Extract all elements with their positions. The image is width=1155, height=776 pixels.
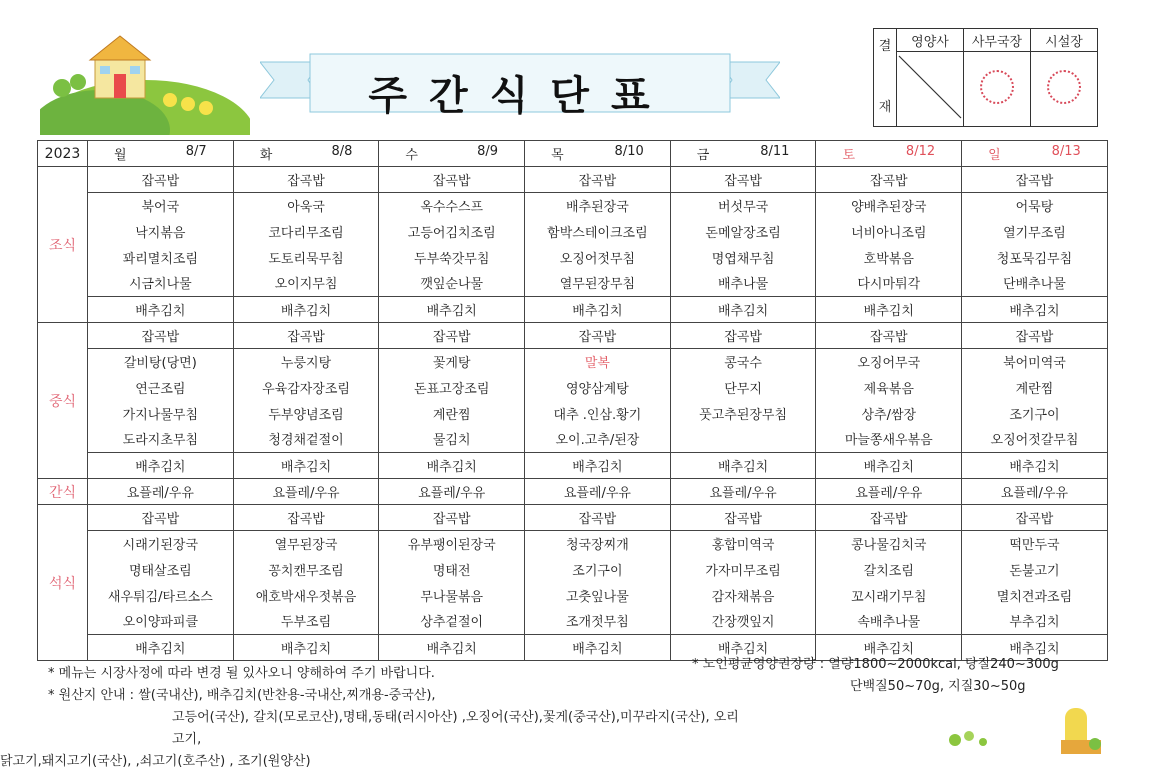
menu-cell: 열기무조림 xyxy=(962,219,1108,245)
menu-cell: 잡곡밥 xyxy=(379,167,525,193)
menu-cell: 옥수수스프 xyxy=(379,193,525,219)
menu-cell: 북어미역국 xyxy=(962,349,1108,375)
menu-cell: 배추김치 xyxy=(816,453,962,479)
menu-cell: 너비아니조림 xyxy=(816,219,962,245)
menu-cell: 명태살조림 xyxy=(88,557,234,583)
menu-cell: 명태전 xyxy=(379,557,525,583)
menu-cell: 애호박새우젓볶음 xyxy=(233,583,379,609)
menu-cell: 배추김치 xyxy=(525,297,671,323)
title-banner xyxy=(260,50,780,120)
menu-cell: 잡곡밥 xyxy=(670,323,816,349)
menu-cell: 배추김치 xyxy=(88,453,234,479)
approval-sign-nutritionist xyxy=(897,52,964,127)
menu-cell: 배추김치 xyxy=(525,635,671,661)
menu-cell: 계란찜 xyxy=(962,375,1108,401)
menu-cell: 도라지초무침 xyxy=(88,427,234,453)
menu-cell: 배추김치 xyxy=(962,635,1108,661)
menu-cell: 잡곡밥 xyxy=(88,505,234,531)
menu-cell: 물김치 xyxy=(379,427,525,453)
nutrition-line: * 노인평균영양권장량 : 열량1800~2000kcal, 당질240~300g xyxy=(692,657,1059,672)
menu-cell: 잡곡밥 xyxy=(233,167,379,193)
lunch-row xyxy=(38,401,1108,427)
menu-cell: 가지나물무침 xyxy=(88,401,234,427)
diagonal-line xyxy=(897,52,963,122)
menu-cell: 고춧잎나물 xyxy=(525,583,671,609)
menu-cell: 조개젓무침 xyxy=(525,609,671,635)
menu-cell: 명엽채무침 xyxy=(670,245,816,271)
approval-box xyxy=(873,28,1098,127)
menu-cell: 시래기된장국 xyxy=(88,531,234,557)
menu-cell: 요플레/우유 xyxy=(816,479,962,505)
menu-cell: 오징어젓갈무침 xyxy=(962,427,1108,453)
menu-cell: 계란찜 xyxy=(379,401,525,427)
day-header-wed: 수 8/9 xyxy=(379,141,525,167)
seal-stamp-icon xyxy=(1047,70,1081,104)
menu-cell: 배추나물 xyxy=(670,271,816,297)
menu-cell: 북어국 xyxy=(88,193,234,219)
snack-row xyxy=(38,479,1108,505)
menu-cell: 홍합미역국 xyxy=(670,531,816,557)
breakfast-label: 조식 xyxy=(38,167,88,323)
day-header-row xyxy=(38,141,1108,167)
menu-cell: 배추김치 xyxy=(233,297,379,323)
menu-cell: 청포묵김무침 xyxy=(962,245,1108,271)
breakfast-row xyxy=(38,245,1108,271)
menu-cell: 배추김치 xyxy=(233,453,379,479)
menu-cell: 배추김치 xyxy=(962,297,1108,323)
nutrition-guideline xyxy=(692,654,1059,698)
menu-cell: 우육감자장조림 xyxy=(233,375,379,401)
nutrition-line: 단백질50~70g, 지질30~50g xyxy=(850,679,1026,694)
menu-cell: 청국장찌개 xyxy=(525,531,671,557)
menu-cell: 꽃게탕 xyxy=(379,349,525,375)
menu-cell: 다시마튀각 xyxy=(816,271,962,297)
menu-cell: 배추김치 xyxy=(379,453,525,479)
note-line: * 메뉴는 시장사정에 따라 변경 될 있사오니 양해하여 주기 바랍니다. xyxy=(48,666,435,681)
menu-cell: 단배추나물 xyxy=(962,271,1108,297)
menu-cell: 잡곡밥 xyxy=(88,167,234,193)
lunch-row xyxy=(38,453,1108,479)
menu-notes xyxy=(0,663,748,773)
menu-cell: 배추김치 xyxy=(525,453,671,479)
menu-cell: 풋고추된장무침 xyxy=(670,401,816,427)
menu-cell: 아욱국 xyxy=(233,193,379,219)
menu-cell: 오이지무침 xyxy=(233,271,379,297)
menu-cell: 잡곡밥 xyxy=(962,167,1108,193)
menu-cell: 누룽지탕 xyxy=(233,349,379,375)
lunch-row xyxy=(38,375,1108,401)
dinner-row xyxy=(38,583,1108,609)
approval-sign-manager xyxy=(964,52,1031,127)
menu-cell: 배추김치 xyxy=(670,635,816,661)
menu-cell: 도토리묵무침 xyxy=(233,245,379,271)
menu-cell: 호박볶음 xyxy=(816,245,962,271)
breakfast-row xyxy=(38,297,1108,323)
note-line: 고등어(국산), 갈치(모로코산),명태,동태(러시아산) ,오징어(국산),꽃게(중국산),미꾸라지(국산), 오리고기, xyxy=(172,710,739,747)
menu-cell: 콩국수 xyxy=(670,349,816,375)
approval-header-director: 시설장 xyxy=(1031,29,1098,52)
menu-cell: 열무된장무침 xyxy=(525,271,671,297)
school-hill-illustration xyxy=(40,30,250,135)
menu-cell: 잡곡밥 xyxy=(525,323,671,349)
menu-cell: 요플레/우유 xyxy=(88,479,234,505)
menu-cell: 깻잎순나물 xyxy=(379,271,525,297)
menu-cell: 갈치조림 xyxy=(816,557,962,583)
menu-cell: 떡만두국 xyxy=(962,531,1108,557)
menu-cell: 꼬시래기무침 xyxy=(816,583,962,609)
menu-cell: 배추김치 xyxy=(88,297,234,323)
menu-cell: 배추김치 xyxy=(816,635,962,661)
dinner-row xyxy=(38,531,1108,557)
menu-cell: 꽁치캔무조림 xyxy=(233,557,379,583)
menu-cell: 양배추된장국 xyxy=(816,193,962,219)
menu-cell: 가자미무조림 xyxy=(670,557,816,583)
menu-cell xyxy=(670,427,816,453)
approval-header-manager: 사무국장 xyxy=(964,29,1031,52)
menu-cell: 제육볶음 xyxy=(816,375,962,401)
menu-cell: 배추김치 xyxy=(379,297,525,323)
weekly-menu-table xyxy=(37,140,1108,661)
menu-cell: 잡곡밥 xyxy=(525,167,671,193)
menu-cell: 시금치나물 xyxy=(88,271,234,297)
page-title: 주간식단표 xyxy=(368,73,672,119)
menu-cell: 오이.고추/된장 xyxy=(525,427,671,453)
breakfast-row xyxy=(38,193,1108,219)
menu-cell: 잡곡밥 xyxy=(816,505,962,531)
seal-stamp-icon xyxy=(980,70,1014,104)
menu-cell: 유부팽이된장국 xyxy=(379,531,525,557)
breakfast-row xyxy=(38,271,1108,297)
menu-cell: 요플레/우유 xyxy=(379,479,525,505)
day-header-tue: 화 8/8 xyxy=(233,141,379,167)
menu-cell: 연근조림 xyxy=(88,375,234,401)
menu-cell: 배추김치 xyxy=(962,453,1108,479)
year-cell: 2023 xyxy=(38,141,88,167)
menu-cell: 말복 xyxy=(525,349,671,375)
menu-cell: 잡곡밥 xyxy=(379,323,525,349)
menu-cell: 잡곡밥 xyxy=(816,323,962,349)
menu-cell: 조기구이 xyxy=(525,557,671,583)
menu-cell: 콩나물김치국 xyxy=(816,531,962,557)
day-header-sun: 일 8/13 xyxy=(962,141,1108,167)
menu-cell: 마늘쫑새우볶음 xyxy=(816,427,962,453)
menu-cell: 어묵탕 xyxy=(962,193,1108,219)
snack-label: 간식 xyxy=(38,479,88,505)
menu-cell: 꽈리멸치조림 xyxy=(88,245,234,271)
menu-cell: 배추김치 xyxy=(233,635,379,661)
menu-cell: 배추된장국 xyxy=(525,193,671,219)
day-header-sat: 토 8/12 xyxy=(816,141,962,167)
menu-cell: 배추김치 xyxy=(88,635,234,661)
menu-cell: 요플레/우유 xyxy=(233,479,379,505)
lunch-row xyxy=(38,349,1108,375)
menu-cell: 간장깻잎지 xyxy=(670,609,816,635)
bottom-decoration-illustration xyxy=(935,700,1115,760)
breakfast-row xyxy=(38,219,1108,245)
menu-cell: 고등어김치조림 xyxy=(379,219,525,245)
menu-cell: 요플레/우유 xyxy=(670,479,816,505)
menu-cell: 갈비탕(당면) xyxy=(88,349,234,375)
dinner-row xyxy=(38,505,1108,531)
approval-sign-director xyxy=(1031,52,1098,127)
note-line: 닭고기,돼지고기(국산), ,쇠고기(호주산) , 조기(원양산) xyxy=(0,754,311,769)
menu-cell: 버섯무국 xyxy=(670,193,816,219)
menu-cell: 무나물볶음 xyxy=(379,583,525,609)
dinner-label: 석식 xyxy=(38,505,88,661)
note-line: * 원산지 안내 : 쌀(국내산), 배추김치(반찬용-국내산,찌개용-중국산), xyxy=(48,688,436,703)
approval-side-label: 결 재 xyxy=(874,29,897,127)
menu-cell: 부추김치 xyxy=(962,609,1108,635)
menu-cell: 잡곡밥 xyxy=(962,505,1108,531)
menu-cell: 조기구이 xyxy=(962,401,1108,427)
menu-cell: 낙지볶음 xyxy=(88,219,234,245)
menu-cell: 오징어무국 xyxy=(816,349,962,375)
menu-cell: 요플레/우유 xyxy=(525,479,671,505)
menu-cell: 멸치견과조림 xyxy=(962,583,1108,609)
menu-cell: 열무된장국 xyxy=(233,531,379,557)
menu-cell: 잡곡밥 xyxy=(233,505,379,531)
menu-cell: 배추김치 xyxy=(670,453,816,479)
menu-cell: 속배추나물 xyxy=(816,609,962,635)
dinner-row xyxy=(38,609,1108,635)
breakfast-row xyxy=(38,167,1108,193)
menu-cell: 두부조림 xyxy=(233,609,379,635)
menu-cell: 돈불고기 xyxy=(962,557,1108,583)
menu-cell: 상추겉절이 xyxy=(379,609,525,635)
menu-cell: 오이양파피클 xyxy=(88,609,234,635)
menu-cell: 영양삼계탕 xyxy=(525,375,671,401)
lunch-row xyxy=(38,323,1108,349)
day-header-thu: 목 8/10 xyxy=(525,141,671,167)
menu-cell: 배추김치 xyxy=(816,297,962,323)
lunch-row xyxy=(38,427,1108,453)
menu-cell: 돈메알장조림 xyxy=(670,219,816,245)
approval-header-nutritionist: 영양사 xyxy=(897,29,964,52)
menu-cell: 잡곡밥 xyxy=(670,167,816,193)
menu-cell: 요플레/우유 xyxy=(962,479,1108,505)
menu-cell: 두부양념조림 xyxy=(233,401,379,427)
menu-cell: 잡곡밥 xyxy=(670,505,816,531)
menu-cell: 코다리무조림 xyxy=(233,219,379,245)
menu-cell: 잡곡밥 xyxy=(233,323,379,349)
menu-cell: 잡곡밥 xyxy=(816,167,962,193)
menu-cell: 두부쑥갓무침 xyxy=(379,245,525,271)
menu-cell: 단무지 xyxy=(670,375,816,401)
menu-cell: 잡곡밥 xyxy=(379,505,525,531)
menu-cell: 배추김치 xyxy=(379,635,525,661)
day-header-mon: 월 8/7 xyxy=(88,141,234,167)
menu-cell: 청경채겉절이 xyxy=(233,427,379,453)
menu-cell: 배추김치 xyxy=(670,297,816,323)
menu-cell: 잡곡밥 xyxy=(525,505,671,531)
menu-cell: 잡곡밥 xyxy=(88,323,234,349)
lunch-label: 중식 xyxy=(38,323,88,479)
menu-cell: 감자채볶음 xyxy=(670,583,816,609)
menu-cell: 돈표고장조림 xyxy=(379,375,525,401)
menu-cell: 새우튀김/타르소스 xyxy=(88,583,234,609)
menu-cell: 함박스테이크조림 xyxy=(525,219,671,245)
menu-cell: 잡곡밥 xyxy=(962,323,1108,349)
menu-cell: 오징어젓무침 xyxy=(525,245,671,271)
menu-cell: 대추 .인삼.황기 xyxy=(525,401,671,427)
day-header-fri: 금 8/11 xyxy=(670,141,816,167)
menu-cell: 상추/쌈장 xyxy=(816,401,962,427)
dinner-row xyxy=(38,557,1108,583)
